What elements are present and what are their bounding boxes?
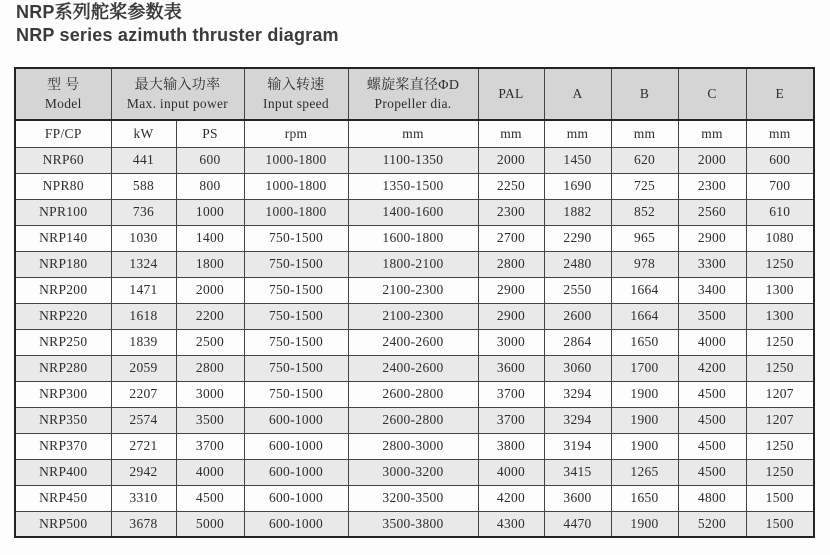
table-row [15,407,814,433]
value-cell: 2942 [111,459,176,485]
table-body [15,147,814,537]
table-row [15,355,814,381]
speed-header-cn: 输入转速 [267,78,325,93]
value-cell: 1600-1800 [348,225,478,251]
value-cell: 4500 [176,485,244,511]
value-cell: 1030 [111,225,176,251]
value-cell: 3678 [111,511,176,537]
value-cell: 1300 [746,303,814,329]
value-cell: 1900 [611,433,678,459]
value-cell: 3500 [176,407,244,433]
value-cell: 1900 [611,511,678,537]
value-cell: 2100-2300 [348,303,478,329]
value-cell: 4500 [678,459,746,485]
value-cell: 3700 [176,433,244,459]
value-cell: 2560 [678,199,746,225]
value-cell: 2721 [111,433,176,459]
value-cell: 2574 [111,407,176,433]
value-cell: 5000 [176,511,244,537]
value-cell: 2900 [478,277,544,303]
dia-header-en: Propeller dia. [374,96,452,111]
page-title-cn: NRP系列舵桨参数表 [16,2,183,22]
value-cell: 1100-1350 [348,147,478,173]
value-cell: 1250 [746,355,814,381]
value-cell: 3300 [678,251,746,277]
table-row [15,303,814,329]
value-cell: 2900 [478,303,544,329]
value-cell: 2000 [478,147,544,173]
value-cell: 4800 [678,485,746,511]
value-cell: 3700 [478,381,544,407]
value-cell: 4200 [478,485,544,511]
value-cell: 750-1500 [244,355,348,381]
unit-cell: mm [611,120,678,147]
value-cell: 2600 [544,303,611,329]
value-cell: 4300 [478,511,544,537]
col-header-c: C [678,68,746,120]
model-cell: NRP250 [15,329,111,355]
value-cell: 620 [611,147,678,173]
value-cell: 3000-3200 [348,459,478,485]
col-header-e: E [746,68,814,120]
value-cell: 2300 [478,199,544,225]
value-cell: 1690 [544,173,611,199]
model-cell: NRP500 [15,511,111,537]
value-cell: 750-1500 [244,251,348,277]
value-cell: 2500 [176,329,244,355]
value-cell: 4500 [678,381,746,407]
value-cell: 852 [611,199,678,225]
model-cell: NRP370 [15,433,111,459]
value-cell: 1618 [111,303,176,329]
value-cell: 4470 [544,511,611,537]
value-cell: 1400 [176,225,244,251]
unit-cell: mm [678,120,746,147]
value-cell: 2250 [478,173,544,199]
unit-cell: mm [478,120,544,147]
units-row [15,120,814,147]
value-cell: 441 [111,147,176,173]
value-cell: 4000 [678,329,746,355]
model-cell: NRP450 [15,485,111,511]
value-cell: 2000 [176,277,244,303]
value-cell: 1000-1800 [244,173,348,199]
value-cell: 1250 [746,251,814,277]
value-cell: 750-1500 [244,303,348,329]
table-row [15,199,814,225]
value-cell: 750-1500 [244,225,348,251]
value-cell: 1800 [176,251,244,277]
value-cell: 1250 [746,329,814,355]
table-row [15,433,814,459]
model-cell: NRP140 [15,225,111,251]
value-cell: 2207 [111,381,176,407]
value-cell: 3500 [678,303,746,329]
value-cell: 1265 [611,459,678,485]
value-cell: 1664 [611,277,678,303]
model-cell: NRP350 [15,407,111,433]
value-cell: 600-1000 [244,459,348,485]
col-header-pal: PAL [478,68,544,120]
model-cell: NRP280 [15,355,111,381]
value-cell: 800 [176,173,244,199]
value-cell: 1000 [176,199,244,225]
value-cell: 2800 [478,251,544,277]
value-cell: 1471 [111,277,176,303]
col-header-propeller-dia [348,68,478,120]
value-cell: 750-1500 [244,381,348,407]
value-cell: 600-1000 [244,511,348,537]
value-cell: 3000 [176,381,244,407]
value-cell: 1900 [611,407,678,433]
table-row [15,147,814,173]
value-cell: 610 [746,199,814,225]
value-cell: 725 [611,173,678,199]
value-cell: 3500-3800 [348,511,478,537]
speed-header-en: Input speed [263,96,329,111]
value-cell: 600-1000 [244,433,348,459]
unit-cell: FP/CP [15,120,111,147]
value-cell: 1450 [544,147,611,173]
value-cell: 1250 [746,459,814,485]
header-row [15,68,814,120]
col-header-model [15,68,111,120]
value-cell: 3400 [678,277,746,303]
value-cell: 1400-1600 [348,199,478,225]
power-header-cn: 最大输入功率 [134,78,221,93]
value-cell: 2600-2800 [348,381,478,407]
value-cell: 1250 [746,433,814,459]
model-cell: NRP220 [15,303,111,329]
value-cell: 4000 [478,459,544,485]
value-cell: 2480 [544,251,611,277]
value-cell: 2800-3000 [348,433,478,459]
dia-header-cn: 螺旋桨直径ΦD [366,78,460,93]
value-cell: 2059 [111,355,176,381]
value-cell: 3600 [478,355,544,381]
value-cell: 965 [611,225,678,251]
value-cell: 600 [746,147,814,173]
value-cell: 3200-3500 [348,485,478,511]
value-cell: 4500 [678,433,746,459]
value-cell: 2300 [678,173,746,199]
value-cell: 2400-2600 [348,329,478,355]
value-cell: 1500 [746,511,814,537]
model-cell: NRP300 [15,381,111,407]
value-cell: 1650 [611,329,678,355]
table-row [15,459,814,485]
value-cell: 2864 [544,329,611,355]
value-cell: 1650 [611,485,678,511]
value-cell: 2700 [478,225,544,251]
value-cell: 2550 [544,277,611,303]
value-cell: 3060 [544,355,611,381]
model-cell: NRP180 [15,251,111,277]
value-cell: 1500 [746,485,814,511]
value-cell: 750-1500 [244,329,348,355]
model-header-cn: 型 号 [47,78,80,93]
value-cell: 2600-2800 [348,407,478,433]
unit-cell: mm [348,120,478,147]
value-cell: 1324 [111,251,176,277]
value-cell: 4000 [176,459,244,485]
model-cell: NPR80 [15,173,111,199]
unit-cell: mm [746,120,814,147]
unit-cell: mm [544,120,611,147]
unit-cell: rpm [244,120,348,147]
value-cell: 2200 [176,303,244,329]
value-cell: 1350-1500 [348,173,478,199]
value-cell: 600 [176,147,244,173]
value-cell: 3700 [478,407,544,433]
value-cell: 2400-2600 [348,355,478,381]
value-cell: 600-1000 [244,407,348,433]
value-cell: 3415 [544,459,611,485]
value-cell: 3294 [544,407,611,433]
value-cell: 1207 [746,407,814,433]
table-row [15,511,814,537]
table-row [15,329,814,355]
value-cell: 3600 [544,485,611,511]
value-cell: 5200 [678,511,746,537]
table-row [15,277,814,303]
value-cell: 700 [746,173,814,199]
value-cell: 1000-1800 [244,147,348,173]
value-cell: 1700 [611,355,678,381]
thruster-parameter-table [14,67,815,538]
value-cell: 736 [111,199,176,225]
title-block [16,1,339,47]
table-row [15,225,814,251]
value-cell: 978 [611,251,678,277]
value-cell: 1839 [111,329,176,355]
unit-cell: PS [176,120,244,147]
value-cell: 2900 [678,225,746,251]
value-cell: 2100-2300 [348,277,478,303]
model-cell: NPR100 [15,199,111,225]
value-cell: 1882 [544,199,611,225]
value-cell: 3800 [478,433,544,459]
model-header-en: Model [44,96,82,111]
value-cell: 2290 [544,225,611,251]
model-cell: NRP60 [15,147,111,173]
value-cell: 1800-2100 [348,251,478,277]
table-row [15,173,814,199]
value-cell: 4500 [678,407,746,433]
col-header-b: B [611,68,678,120]
value-cell: 2800 [176,355,244,381]
value-cell: 600-1000 [244,485,348,511]
value-cell: 4200 [678,355,746,381]
value-cell: 1207 [746,381,814,407]
value-cell: 1664 [611,303,678,329]
value-cell: 1080 [746,225,814,251]
value-cell: 3310 [111,485,176,511]
value-cell: 3194 [544,433,611,459]
page-title-en: NRP series azimuth thruster diagram [16,25,339,45]
table-row [15,381,814,407]
value-cell: 3294 [544,381,611,407]
unit-cell: kW [111,120,176,147]
model-cell: NRP400 [15,459,111,485]
col-header-max-input-power [111,68,244,120]
value-cell: 1300 [746,277,814,303]
value-cell: 588 [111,173,176,199]
value-cell: 750-1500 [244,277,348,303]
value-cell: 3000 [478,329,544,355]
value-cell: 1000-1800 [244,199,348,225]
value-cell: 1900 [611,381,678,407]
col-header-a: A [544,68,611,120]
model-cell: NRP200 [15,277,111,303]
power-header-en: Max. input power [126,96,229,111]
value-cell: 2000 [678,147,746,173]
table-row [15,251,814,277]
col-header-input-speed [244,68,348,120]
table-row [15,485,814,511]
